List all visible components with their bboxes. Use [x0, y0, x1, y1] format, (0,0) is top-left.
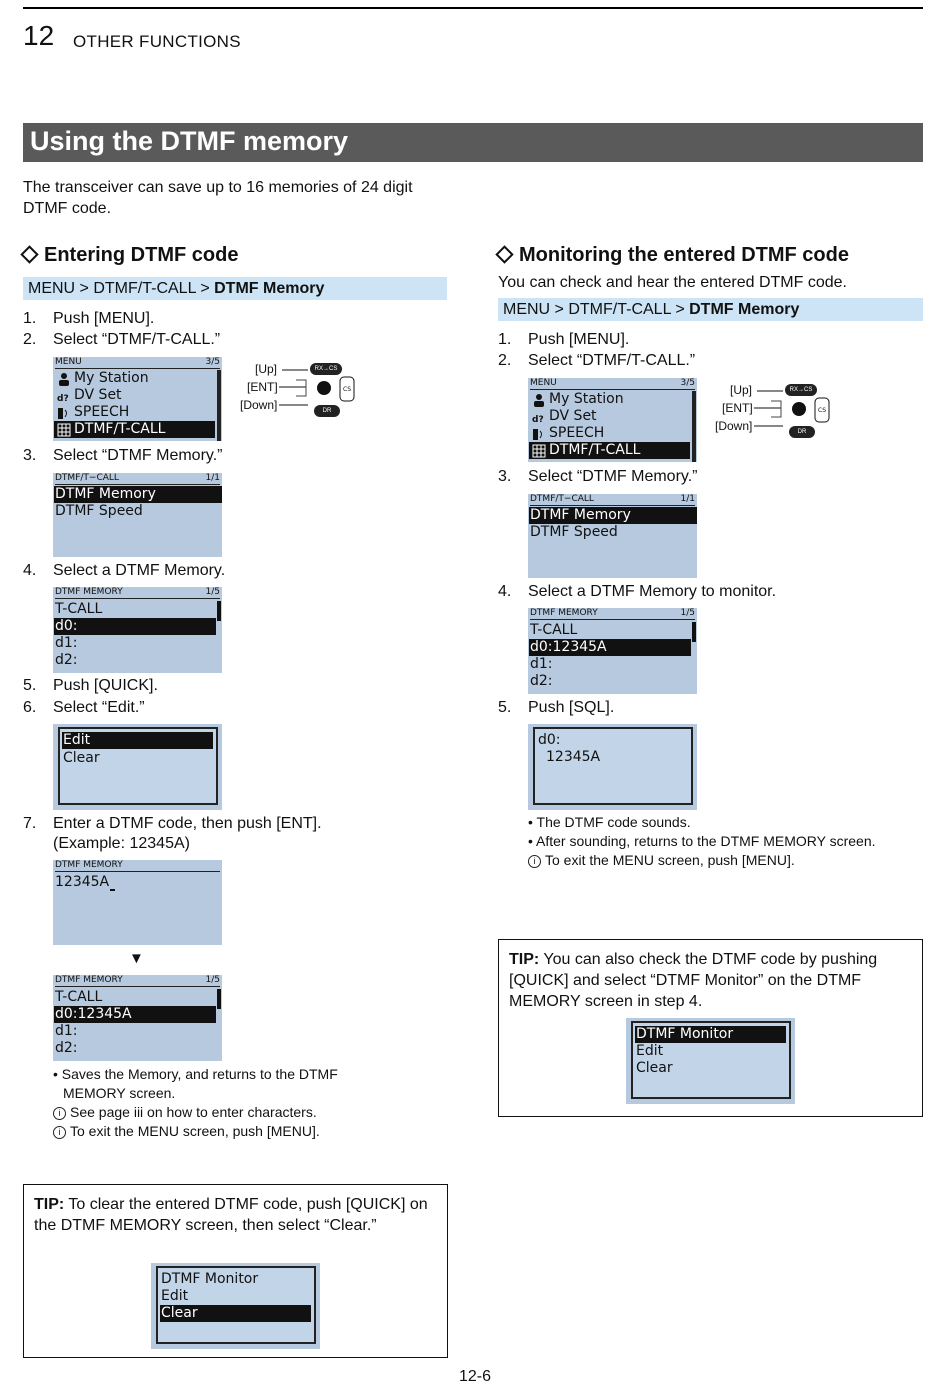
keypad-diagram — [236, 360, 366, 420]
lcd-title: DTMF/T−CALL — [530, 494, 594, 504]
rx-cs-key-icon: RX→CS — [310, 363, 342, 375]
keypad-diagram — [711, 381, 841, 441]
popup-row-edit — [160, 1288, 188, 1305]
lcd-row-dtmf-tcall — [529, 442, 690, 459]
lcd-row-text: d0:12345A — [530, 639, 607, 655]
left-note-3 — [53, 1122, 320, 1141]
cursor-icon — [110, 889, 115, 891]
person-icon — [59, 373, 69, 386]
right-step-4 — [498, 583, 776, 601]
lcd-page: 1/1 — [680, 494, 695, 504]
lcd-sql-screen — [528, 724, 697, 810]
right-step-3 — [498, 468, 697, 486]
lcd-row-text: d0:12345A — [55, 1006, 132, 1022]
lcd-page: 1/5 — [205, 587, 220, 597]
lcd-row-text: d1: — [55, 635, 78, 651]
dtmf-monitor-popup — [533, 727, 693, 805]
lcd-row-text: Clear — [63, 750, 100, 766]
step-text: Select “Edit.” — [53, 699, 145, 716]
lcd-scrollbar — [217, 601, 221, 621]
lcd-header — [55, 975, 220, 987]
lcd-dtmf-memory-filled-screen — [528, 608, 697, 694]
right-note-2: • After sounding, returns to the DTMF MEMORY screen. — [528, 833, 876, 849]
lcd-row-tcall — [529, 622, 577, 639]
info-icon: i — [528, 855, 541, 868]
lcd-title: DTMF/T−CALL — [55, 473, 119, 483]
lcd-row-d2 — [529, 673, 553, 690]
step-text: Select “DTMF/T-CALL.” — [528, 352, 696, 369]
right-heading — [494, 244, 849, 267]
step-text: Select “DTMF/T-CALL.” — [53, 331, 221, 348]
note-text: To exit the MENU screen, push [MENU]. — [545, 852, 795, 868]
quick-menu-popup — [58, 727, 218, 805]
lcd-row-text: 12345A — [55, 874, 110, 890]
left-note-2 — [53, 1103, 317, 1122]
banner-title: Using the DTMF memory — [30, 126, 349, 156]
lcd-row-text: d0: — [55, 618, 78, 634]
left-step-4 — [23, 562, 225, 580]
popup-row-clear — [160, 1305, 311, 1322]
lcd-row-text: DTMF Monitor — [161, 1271, 259, 1287]
dr-key-icon: DR — [789, 426, 815, 438]
intro-text: The transceiver can save up to 16 memories of 24 digit DTMF code. — [23, 179, 413, 217]
left-tip-text — [34, 1194, 434, 1236]
lcd-title: DTMF MEMORY — [55, 975, 123, 985]
lcd-row-text: DV Set — [549, 408, 597, 424]
left-note-1: • Saves the Memory, and returns to the DTMF — [53, 1066, 338, 1082]
lcd-header — [530, 608, 695, 620]
tip-body: You can also check the DTMF code by pushing [QUICK] and select “DTMF Monitor” on the DTMF MEMORY screen in step 4. — [509, 951, 878, 1010]
left-tip-box — [23, 1184, 448, 1358]
lcd-scrollbar — [692, 391, 696, 462]
lcd-row-text: DTMF Speed — [55, 503, 143, 519]
section-banner — [23, 123, 923, 162]
tip-label: TIP: — [509, 951, 540, 968]
lcd-quick-clear-screen — [151, 1263, 320, 1349]
lcd-scrollbar — [217, 370, 221, 441]
lcd-row-text: My Station — [549, 391, 624, 407]
lcd-header — [55, 587, 220, 599]
lcd-row-text: Clear — [636, 1060, 673, 1076]
popup-line-d0 — [537, 732, 561, 749]
lcd-dtmf-memory-filled-screen — [53, 975, 222, 1061]
lcd-dtmf-tcall-screen — [528, 494, 697, 578]
lcd-row-text: DV Set — [74, 387, 122, 403]
step-text: Select a DTMF Memory to monitor. — [528, 583, 777, 600]
right-path-bold: DTMF Memory — [689, 301, 800, 318]
tip-body: To clear the entered DTMF code, push [QUICK] on the DTMF MEMORY screen, then select “Clear.” — [34, 1196, 428, 1234]
left-step-7 — [23, 815, 322, 833]
step-text: Push [SQL]. — [528, 699, 615, 716]
lcd-header — [55, 860, 220, 872]
lcd-row-text: SPEECH — [549, 425, 605, 441]
lcd-title: DTMF MEMORY — [55, 860, 123, 870]
lcd-page: 3/5 — [680, 378, 695, 388]
svg-text:d?: d? — [57, 394, 69, 404]
page-number: 12-6 — [458, 1368, 492, 1385]
keypad-up-label: [Up] — [730, 383, 753, 397]
lcd-row-text: d1: — [55, 1023, 78, 1039]
lcd-page: 1/5 — [680, 608, 695, 618]
lcd-row-text: Edit — [161, 1288, 189, 1304]
keypad-ent-label: [ENT] — [722, 401, 753, 415]
lcd-edit-entry-screen — [53, 860, 222, 945]
step-number: 4. — [23, 562, 37, 579]
lcd-row-dtmf-memory — [54, 486, 222, 503]
left-menu-path — [23, 277, 447, 300]
lcd-row-text: d0: — [538, 732, 561, 748]
menu-icons — [532, 393, 546, 459]
popup-row-clear — [635, 1060, 673, 1077]
left-path-bold: DTMF Memory — [214, 280, 325, 297]
step-text: Enter a DTMF code, then push [ENT]. — [53, 815, 322, 832]
down-arrow-icon: ▼ — [129, 950, 144, 967]
popup-row-dtmf-monitor — [635, 1026, 786, 1043]
lcd-row-text: DTMF Memory — [530, 507, 631, 523]
lcd-scrollbar — [217, 989, 221, 1009]
svg-text:CS: CS — [343, 386, 351, 393]
step-text: Select “DTMF Memory.” — [53, 447, 223, 464]
quick-menu-popup — [156, 1266, 316, 1344]
lcd-row-text: d2: — [55, 1040, 78, 1056]
right-step-1 — [498, 331, 629, 349]
lcd-row-d1 — [54, 635, 78, 652]
left-step-3 — [23, 447, 222, 465]
right-tip-text — [509, 949, 914, 1012]
note-text: See page iii on how to enter characters. — [70, 1104, 317, 1120]
step-text: Push [QUICK]. — [53, 677, 158, 694]
lcd-row-d1 — [529, 656, 553, 673]
left-heading-text: Entering DTMF code — [44, 244, 239, 266]
right-heading-text: Monitoring the entered DTMF code — [519, 244, 849, 266]
left-step-6 — [23, 699, 145, 717]
step-number: 2. — [23, 331, 37, 348]
lcd-dtmf-memory-screen — [53, 587, 222, 673]
left-step-1 — [23, 310, 154, 328]
top-rule — [23, 7, 923, 9]
quick-menu-popup — [631, 1021, 791, 1099]
step-number: 3. — [498, 468, 512, 485]
lcd-row-tcall — [54, 989, 102, 1006]
popup-row-dtmf-monitor — [160, 1271, 258, 1288]
lcd-row-text: DTMF Memory — [55, 486, 156, 502]
lcd-row-text: My Station — [74, 370, 149, 386]
lcd-row-dtmf-speed — [529, 524, 618, 541]
lcd-header — [55, 473, 220, 485]
chapter-number: 12 — [23, 20, 55, 51]
lcd-row-tcall — [54, 601, 102, 618]
grid-icon — [533, 445, 545, 457]
lcd-row-dtmf-tcall — [54, 421, 215, 438]
lcd-row-text: DTMF Monitor — [636, 1026, 734, 1042]
lcd-row-text: DTMF/T-CALL — [74, 421, 166, 437]
popup-row-clear — [62, 750, 100, 767]
left-note-1b: MEMORY screen. — [63, 1085, 176, 1101]
right-menu-path — [498, 298, 923, 321]
lcd-row-text: T-CALL — [530, 622, 578, 638]
lcd-row-text: 12345A — [546, 749, 601, 765]
right-tip-box — [498, 939, 923, 1117]
step-number: 3. — [23, 447, 37, 464]
left-heading — [19, 244, 238, 267]
left-path-prefix: MENU > DTMF/T-CALL > — [28, 280, 215, 297]
lcd-row-d0 — [529, 639, 691, 656]
lcd-title: DTMF MEMORY — [530, 608, 598, 618]
keypad-down-label: [Down] — [715, 419, 753, 433]
lcd-header — [530, 494, 695, 506]
lcd-page: 1/5 — [205, 975, 220, 985]
lcd-page: 3/5 — [205, 357, 220, 367]
step-number: 7. — [23, 815, 37, 832]
step-text: Select a DTMF Memory. — [53, 562, 226, 579]
right-step-5 — [498, 699, 614, 717]
lcd-page: 1/1 — [205, 473, 220, 483]
left-step-5 — [23, 677, 158, 695]
popup-row-edit — [62, 732, 213, 749]
lcd-header — [530, 378, 695, 390]
lcd-title: DTMF MEMORY — [55, 587, 123, 597]
lcd-row-text: T-CALL — [55, 989, 103, 1005]
lcd-row-text: Clear — [161, 1305, 198, 1321]
keypad-lines — [711, 381, 841, 441]
note-text: To exit the MENU screen, push [MENU]. — [70, 1123, 320, 1139]
left-step-7-example: (Example: 12345A) — [53, 835, 190, 852]
right-step-2 — [498, 352, 695, 370]
popup-row-edit — [635, 1043, 663, 1060]
lcd-row-text: d2: — [55, 652, 78, 668]
dv-set-icon — [57, 394, 69, 404]
person-icon — [534, 394, 544, 407]
lcd-title: MENU — [55, 357, 82, 367]
keypad-lines — [236, 360, 366, 420]
lcd-row-d0 — [54, 1006, 216, 1023]
step-number: 1. — [498, 331, 512, 348]
info-icon: i — [53, 1126, 66, 1139]
lcd-row-d2 — [54, 1040, 78, 1057]
svg-text:CS: CS — [818, 407, 826, 414]
dv-set-icon — [532, 415, 544, 425]
rx-cs-key-icon: RX→CS — [785, 384, 817, 396]
right-subtext: You can check and hear the entered DTMF code. — [498, 274, 847, 291]
lcd-row-text: d2: — [530, 673, 553, 689]
speech-icon — [533, 429, 542, 440]
lcd-row-text: SPEECH — [74, 404, 130, 420]
step-text: Push [MENU]. — [528, 331, 630, 348]
step-text: Select “DTMF Memory.” — [528, 468, 698, 485]
popup-line-code — [545, 749, 600, 766]
step-number: 1. — [23, 310, 37, 327]
right-path-prefix: MENU > DTMF/T-CALL > — [503, 301, 690, 318]
lcd-row-text: d1: — [530, 656, 553, 672]
menu-icons — [57, 372, 71, 438]
lcd-menu-screen — [528, 378, 697, 462]
step-number: 4. — [498, 583, 512, 600]
lcd-row-text: T-CALL — [55, 601, 103, 617]
lcd-header — [55, 357, 220, 369]
keypad-down-label: [Down] — [240, 398, 278, 412]
step-text: Push [MENU]. — [53, 310, 155, 327]
keypad-up-label: [Up] — [255, 362, 278, 376]
lcd-quick-monitor-screen — [626, 1018, 795, 1104]
dr-key-icon: DR — [314, 405, 340, 417]
lcd-row-text: DTMF/T-CALL — [549, 442, 641, 458]
step-number: 6. — [23, 699, 37, 716]
lcd-row-d2 — [54, 652, 78, 669]
lcd-row-text: Edit — [636, 1043, 664, 1059]
step-number: 2. — [498, 352, 512, 369]
lcd-row-dtmf-speed — [54, 503, 143, 520]
lcd-row-dtmf-memory — [529, 507, 697, 524]
grid-icon — [58, 424, 70, 436]
lcd-row-text: Edit — [63, 732, 91, 748]
step-number: 5. — [23, 677, 37, 694]
right-note-1: • The DTMF code sounds. — [528, 814, 691, 830]
lcd-quick-edit-screen — [53, 724, 222, 810]
tip-label: TIP: — [34, 1196, 65, 1213]
lcd-row-d0 — [54, 618, 216, 635]
lcd-title: MENU — [530, 378, 557, 388]
info-icon: i — [53, 1107, 66, 1120]
diamond-icon — [20, 246, 38, 264]
lcd-scrollbar — [692, 622, 696, 642]
speech-icon — [58, 408, 67, 419]
right-note-3 — [528, 851, 795, 870]
lcd-menu-screen — [53, 357, 222, 441]
keypad-ent-label: [ENT] — [247, 380, 278, 394]
step-number: 5. — [498, 699, 512, 716]
lcd-dtmf-tcall-screen — [53, 473, 222, 557]
svg-text:d?: d? — [532, 415, 544, 425]
diamond-icon — [495, 246, 513, 264]
left-step-2 — [23, 331, 220, 349]
chapter-title: OTHER FUNCTIONS — [73, 32, 241, 51]
lcd-row-text: DTMF Speed — [530, 524, 618, 540]
lcd-entry-value — [54, 874, 115, 891]
lcd-row-d1 — [54, 1023, 78, 1040]
